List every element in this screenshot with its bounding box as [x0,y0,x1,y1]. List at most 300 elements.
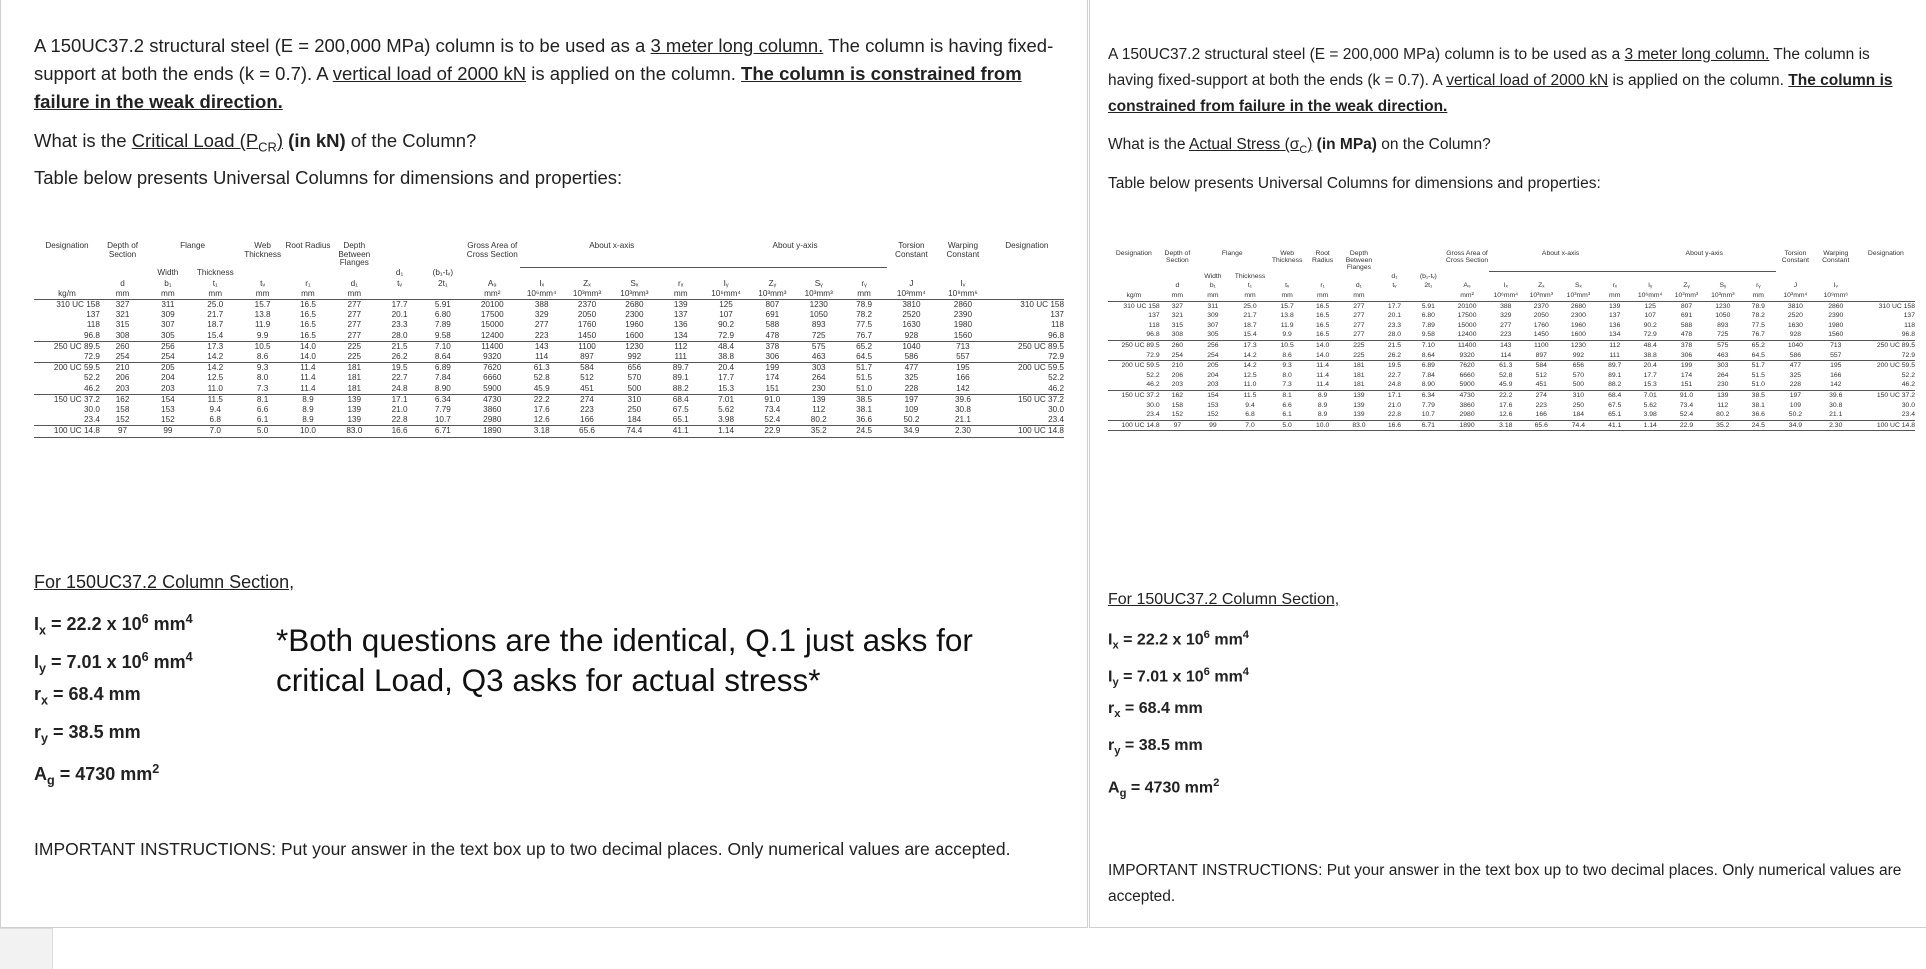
table-cell: 8.9 [302,415,314,425]
table-unit-cell [1411,291,1445,301]
table-cell: 139 [331,394,378,405]
table-cell: 2370 [1533,302,1549,310]
table-cell: 250 UC 89.5 [990,341,1064,352]
table-cell: 264 [1717,371,1729,379]
table-cell: 139 [1609,302,1621,310]
table-cell: 26.2 [1387,351,1402,359]
table-cell: 250 [627,404,642,414]
table-cell: 11.9 [1280,321,1294,329]
table-cell: 23.4 [1901,411,1915,419]
table-cell: 1760 [577,320,597,330]
table-cell: 6.1 [1282,411,1292,419]
table-cell: 26.2 [391,351,408,361]
table-unit-cell: 10³mm⁴ [1776,291,1815,301]
load-link: vertical load of 2000 kN [332,63,527,84]
table-cell: 17.3 [191,341,240,352]
table-cell: 89.7 [658,363,703,374]
table-cell: 6.34 [1411,391,1445,401]
table-cell: 19.5 [1377,361,1411,371]
table-cell: 142 [956,383,970,393]
table-cell: 311 [161,299,175,309]
section-heading: For 150UC37.2 Column Section, [1108,591,1340,608]
table-cell: 311 [1207,302,1219,310]
table-cell: 137 [1609,312,1621,320]
table-cell: 96.8 [1146,331,1160,339]
table-cell: 2.30 [936,426,990,437]
table-cell: 114 [1500,351,1512,359]
question-text: What is the Actual Stress $(\sigma_C)$ (in MPa) on the Column? [1108,136,1491,157]
table-unit-cell [378,289,421,300]
table-cell: 897 [1535,351,1547,359]
table-cell: 73.4 [1679,401,1694,409]
table-cell: 118 [1904,321,1915,329]
table-subheader-cell [1489,271,1523,281]
table-unit-cell: 10³mm³ [611,289,658,300]
table-subheader-cell: d₁ [395,268,404,278]
table-cell: 21.1 [954,415,971,425]
table-row [34,299,1064,310]
table-cell: 807 [765,299,780,309]
table-cell: 250 UC 89.5 [34,341,100,352]
table-cell: 166 [1830,371,1842,379]
table-cell: 223 [534,330,549,340]
table-cell: 34.9 [887,426,936,437]
table-cell: 77.5 [856,320,873,330]
table-cell: 197 [1776,391,1815,401]
table-symbol-cell: Zₓ [1538,282,1545,290]
table-cell: 277 [1353,312,1365,320]
table-cell: 315 [115,320,130,330]
table-row [34,394,1064,405]
table-cell: 7.79 [1421,401,1435,409]
table-cell: 195 [936,363,990,374]
iy-value: $I_y = 7.01$ x $10^6$ $mm^4$ [1108,666,1250,689]
table-cell: 48.4 [1632,341,1668,351]
table-subheader-cell [563,268,610,279]
table-header-cell: Torsion Constant [1781,250,1810,265]
table-cell: 6.34 [421,394,464,405]
table-cell: 17.6 [1499,401,1513,409]
table-cell: 91.0 [1668,391,1705,401]
table-cell: 309 [161,310,175,320]
table-cell: 277 [347,299,362,309]
table-row [34,352,1064,363]
table-symbol-cell [34,279,100,289]
table-unit-cell: 10⁶mm⁴ [520,289,563,300]
table-cell: 30.0 [83,404,100,414]
table-cell: 5.91 [1421,302,1435,310]
table-cell: 16.5 [299,310,316,320]
table-cell: 5900 [1459,381,1475,389]
table-header-cell: Root Radius [1312,250,1334,265]
table-cell: 570 [1572,371,1585,379]
table-cell: 329 [534,310,549,320]
table-caption: Table below presents Universal Columns for dimensions and properties: [1108,175,1601,192]
table-cell: 274 [1523,391,1560,401]
table-symbol-cell: r₁ [1320,282,1325,290]
constraint-note: The column is constrained from failure in the weak direction. [34,63,1022,112]
table-cell: 89.7 [1597,361,1633,371]
table-cell: 137 [1903,312,1915,320]
table-symbol-cell: t₁ [1247,282,1253,290]
table-cell: 24.8 [391,383,408,393]
table-cell: 22.9 [749,426,796,437]
table-cell: 72.9 [1048,351,1064,361]
table-cell: 166 [956,373,970,383]
table-unit-cell: mm [1741,291,1777,301]
table-cell: 1980 [953,320,973,330]
table-subheader-cell: (b₁-tᵥ) [432,268,454,278]
table-cell: 67.5 [672,404,689,414]
table-cell: 181 [1353,371,1365,379]
table-cell: 15.7 [1280,302,1294,310]
table-cell: 1100 [1523,341,1560,351]
table-cell: 24.5 [1741,420,1777,431]
table-cell: 725 [811,330,826,340]
table-cell: 77.5 [1751,321,1765,329]
table-cell: 153 [1207,401,1219,409]
table-row [1108,311,1915,321]
table-cell: 51.5 [856,373,873,383]
table-cell: 137 [1050,310,1064,320]
table-header-cell: Web Thickness [244,242,282,259]
table-cell: 15.4 [207,330,224,340]
table-cell: 478 [765,330,780,340]
table-cell: 181 [1340,361,1377,371]
table-cell: 20100 [1457,302,1477,310]
table-header-cell: Root Radius [285,242,331,250]
table-unit-cell: 10⁶mm⁴ [1489,291,1523,301]
table-cell: 134 [673,330,688,340]
table-cell: 2390 [953,310,973,320]
table-cell: 139 [1705,391,1741,401]
table-cell: 109 [1789,401,1802,409]
table-cell: 199 [749,363,796,374]
table-unit-cell: mm [145,289,190,300]
table-cell: 223 [1500,331,1512,339]
problem-statement: A 150UC37.2 structural steel (E = 200,000 MPa) column is to be used as a 3 meter long column. The column is having fixed-support at both the ends (k = 0.7). A vertical load of 2000 kN is applied on the column. The column is constrained from failure in the weak direction. [1108,46,1893,115]
table-cell: 184 [1572,411,1585,419]
table-cell: 38.8 [718,351,735,361]
table-subheader-cell [1269,271,1305,281]
table-cell: 223 [1535,401,1547,409]
table-cell: 99 [145,426,190,437]
table-cell: 83.0 [1340,420,1377,431]
table-unit-cell: mm [1305,291,1341,301]
table-cell: 45.9 [1499,381,1513,389]
table-cell: 310 UC 158 [1123,302,1160,310]
table-cell: 181 [347,383,362,393]
table-cell: 153 [161,404,175,414]
table-cell: 100 UC 14.8 [990,426,1064,437]
table-cell: 125 [1644,302,1656,310]
table-cell: 8.6 [1282,351,1292,359]
table-cell: 200 UC 59.5 [34,363,100,374]
table-symbol-cell [1108,281,1160,291]
table-header-cell: Depth Between Flanges [1345,250,1373,272]
table-cell: 307 [1207,321,1219,329]
table-cell: 11400 [1445,341,1489,351]
table-unit-cell: mm [285,289,330,300]
table-unit-cell [1377,291,1411,301]
table-cell: 463 [811,351,826,361]
table-cell: 4730 [464,394,520,405]
table-cell: 893 [1717,321,1729,329]
table-symbol-cell: rₓ [1612,282,1617,290]
table-cell: 41.1 [1597,420,1633,431]
table-cell: 65.2 [1741,341,1777,351]
table-cell: 310 [1560,391,1597,401]
table-unit-cell: 10³mm³ [796,289,841,300]
table-cell: 109 [904,404,919,414]
table-cell: 181 [347,373,362,383]
table-cell: 575 [1705,341,1741,351]
table-cell: 9.58 [1421,331,1435,339]
table-symbol-cell: Sₓ [1575,282,1582,290]
table-cell: 111 [674,351,687,361]
table-cell: 588 [1680,321,1693,329]
table-cell: 17.1 [378,394,421,405]
table-cell: 16.5 [1316,321,1330,329]
table-cell: 17500 [480,310,504,320]
table-unit-cell [421,289,464,300]
table-cell: 10.0 [1305,420,1341,431]
ag-value: $A_g = 4730$ $mm^2$ [34,762,160,788]
table-cell: 17.7 [391,299,408,309]
table-cell: 88.2 [1608,381,1622,389]
table-cell: 2370 [577,299,597,309]
table-cell: 158 [1171,401,1184,409]
table-cell: 22.7 [1387,371,1402,379]
table-cell: 21.7 [1243,312,1257,320]
table-cell: 3810 [902,299,921,309]
table-cell: 152 [115,415,130,425]
table-subheader-cell [658,268,703,279]
table-cell: 150 UC 37.2 [34,394,100,405]
table-cell: 174 [1680,371,1693,379]
table-cell: 1230 [1560,341,1597,351]
table-cell: 14.0 [1305,341,1341,351]
table-cell: 8.6 [256,351,269,361]
table-cell: 166 [580,415,594,425]
table-cell: 200 UC 59.5 [990,363,1064,374]
table-row [1108,321,1915,331]
table-cell: 1890 [464,426,520,437]
table-cell: 72.9 [1146,351,1160,359]
table-header-cell: Gross Area of Cross Section [466,242,518,259]
table-cell: 725 [1717,331,1729,339]
table-cell: 277 [1353,321,1365,329]
table-cell: 17.3 [1231,341,1270,351]
table-cell: 3.18 [520,426,563,437]
table-cell: 309 [1207,312,1219,320]
table-symbol-cell: Iᵧ [723,278,729,288]
table-cell: 2860 [953,299,973,309]
table-cell: 24.8 [1387,381,1402,389]
problem-statement: A 150UC37.2 structural steel (E = 200,000 MPa) column is to be used as a 3 meter long column. The column is having fixed-support at both the ends (k = 0.7). A vertical load of 2000 kN is applied on the column. The column is constrained from failure in the weak direction. [34,35,1054,112]
table-cell: 2520 [902,310,921,320]
table-cell: 14.2 [1231,361,1270,371]
table-subheader-cell [749,268,796,279]
table-cell: 588 [765,320,780,330]
table-cell: 12400 [1457,331,1477,339]
table-cell: 17.7 [1387,302,1402,310]
table-cell: 3.98 [718,415,735,425]
table-symbol-cell: rᵧ [1756,282,1761,290]
table-cell: 38.8 [1643,351,1657,359]
table-cell: 51.7 [841,363,886,374]
table-cell: 15.4 [1243,331,1257,339]
table-cell: 20.4 [703,363,748,374]
table-cell: 25.0 [207,299,224,309]
table-cell: 72.9 [1643,331,1657,339]
table-cell: 203 [161,383,175,393]
table-cell: 7.01 [703,394,748,405]
table-unit-cell: mm² [464,289,520,300]
table-cell: 21.5 [378,341,421,352]
table-cell: 99 [1195,420,1231,431]
length-link: 3 meter long column. [1624,46,1770,63]
table-cell: 2300 [1570,312,1586,320]
table-cell: 11.9 [254,320,271,330]
table-unit-cell: mm [841,289,886,300]
table-cell: 52.8 [533,373,550,383]
table-cell: 893 [811,320,826,330]
load-link: vertical load of 2000 kN [1446,72,1609,89]
table-cell: 20.1 [391,310,408,320]
table-row [34,341,1064,352]
table-cell: 1600 [625,330,644,340]
table-header-cell [1377,250,1445,271]
table-cell: 8.64 [434,351,451,361]
table-unit-cell: 10³mm³ [749,289,796,300]
table-cell: 107 [1644,312,1656,320]
table-cell: 65.2 [841,341,886,352]
table-cell: 90.2 [718,320,735,330]
table-subheader-cell [887,268,936,279]
table-header-cell [378,242,465,268]
table-cell: 14.0 [1316,351,1330,359]
table-cell: 7.89 [1421,321,1435,329]
table-cell: 35.2 [796,426,841,437]
table-cell: 570 [627,373,642,383]
table-cell: 51.0 [856,383,873,393]
table-unit-cell: 10³mm³ [1668,291,1705,301]
table-cell: 11.5 [191,394,240,405]
table-cell: 7.01 [1632,391,1668,401]
table-symbol-cell: tᵥ [1392,282,1397,290]
table-cell: 2.30 [1815,420,1857,431]
table-row [34,363,1064,374]
table-cell: 12.5 [207,373,224,383]
table-cell: 254 [115,351,130,361]
table-cell: 139 [796,394,841,405]
table-header-cell: Web Thickness [1271,250,1303,265]
table-symbol-cell: d₁ [350,278,358,288]
table-cell: 112 [1597,341,1633,351]
table-symbol-cell: J [909,278,914,288]
table-cell: 11.4 [285,363,330,374]
table-cell: 20.1 [1387,312,1402,320]
table-cell: 6660 [483,373,502,383]
table-symbol-cell: A₉ [487,278,497,288]
table-cell: 9.3 [240,363,285,374]
table-cell: 463 [1717,351,1729,359]
section-properties [34,572,294,789]
table-unit-cell: kg/m [34,289,100,300]
question-panel-right [1089,0,1926,928]
table-cell: 2680 [625,299,644,309]
table-cell: 315 [1171,321,1184,329]
table-cell: 152 [1207,411,1219,419]
table-cell: 3810 [1787,302,1803,310]
table-cell: 158 [115,404,130,414]
table-cell: 100 UC 14.8 [1857,420,1915,431]
table-row [1108,420,1915,431]
table-subheader-cell [100,268,145,279]
table-symbol-cell: Sᵧ [1719,282,1727,290]
table-subheader-cell [1597,271,1633,281]
table-subheader-cell [520,268,563,279]
table-cell: 451 [580,383,594,393]
table-cell: 52.4 [1679,411,1694,419]
table-cell: 7.84 [434,373,451,383]
table-cell: 64.5 [1751,351,1765,359]
instructions: IMPORTANT INSTRUCTIONS: Put your answer in the text box up to two decimal places. Only numerical values are accepted. [34,839,1011,859]
table-row [1108,401,1915,411]
table-cell: 139 [1340,391,1377,401]
table-cell: 30.0 [1048,404,1064,414]
table-unit-cell: mm [658,289,703,300]
table-cell: 199 [1668,361,1705,371]
table-cell: 5900 [483,383,502,393]
table-cell: 89.1 [672,373,689,383]
table-cell: 1890 [1445,420,1489,431]
table-cell: 303 [796,363,841,374]
table-cell: 65.6 [1523,420,1560,431]
table-subheader-cell [1305,271,1341,281]
table-cell: 74.4 [611,426,658,437]
table-cell: 52.4 [764,415,781,425]
table-cell: 388 [534,299,549,309]
table-cell: 67.5 [1608,401,1622,409]
table-cell: 23.4 [83,415,100,425]
table-cell: 80.2 [1716,411,1730,419]
table-cell: 206 [115,373,130,383]
table-cell: 378 [749,341,796,352]
table-unit-cell: 10³mm³ [563,289,610,300]
constraint-note: The column is constrained from failure in the weak direction. [1108,72,1893,115]
table-cell: 310 [611,394,658,405]
table-cell: 112 [658,341,703,352]
table-cell: 11.5 [1231,391,1270,401]
table-cell: 1100 [563,341,610,352]
table-cell: 174 [765,373,780,383]
table-cell: 2390 [1828,312,1844,320]
table-cell: 65.6 [563,426,610,437]
table-cell: 96.8 [1901,331,1915,339]
table-cell: 15000 [480,320,504,330]
table-cell: 6.89 [421,363,464,374]
table-cell: 112 [1717,401,1729,409]
table-cell: 200 UC 59.5 [1857,361,1915,371]
table-cell: 3860 [483,404,502,414]
table-cell: 500 [1572,381,1585,389]
table-cell: 150 UC 37.2 [990,394,1064,405]
table-cell: 225 [1340,341,1377,351]
table-unit-cell: 10⁶mm⁴ [703,289,748,300]
table-cell: 25.0 [1243,302,1257,310]
